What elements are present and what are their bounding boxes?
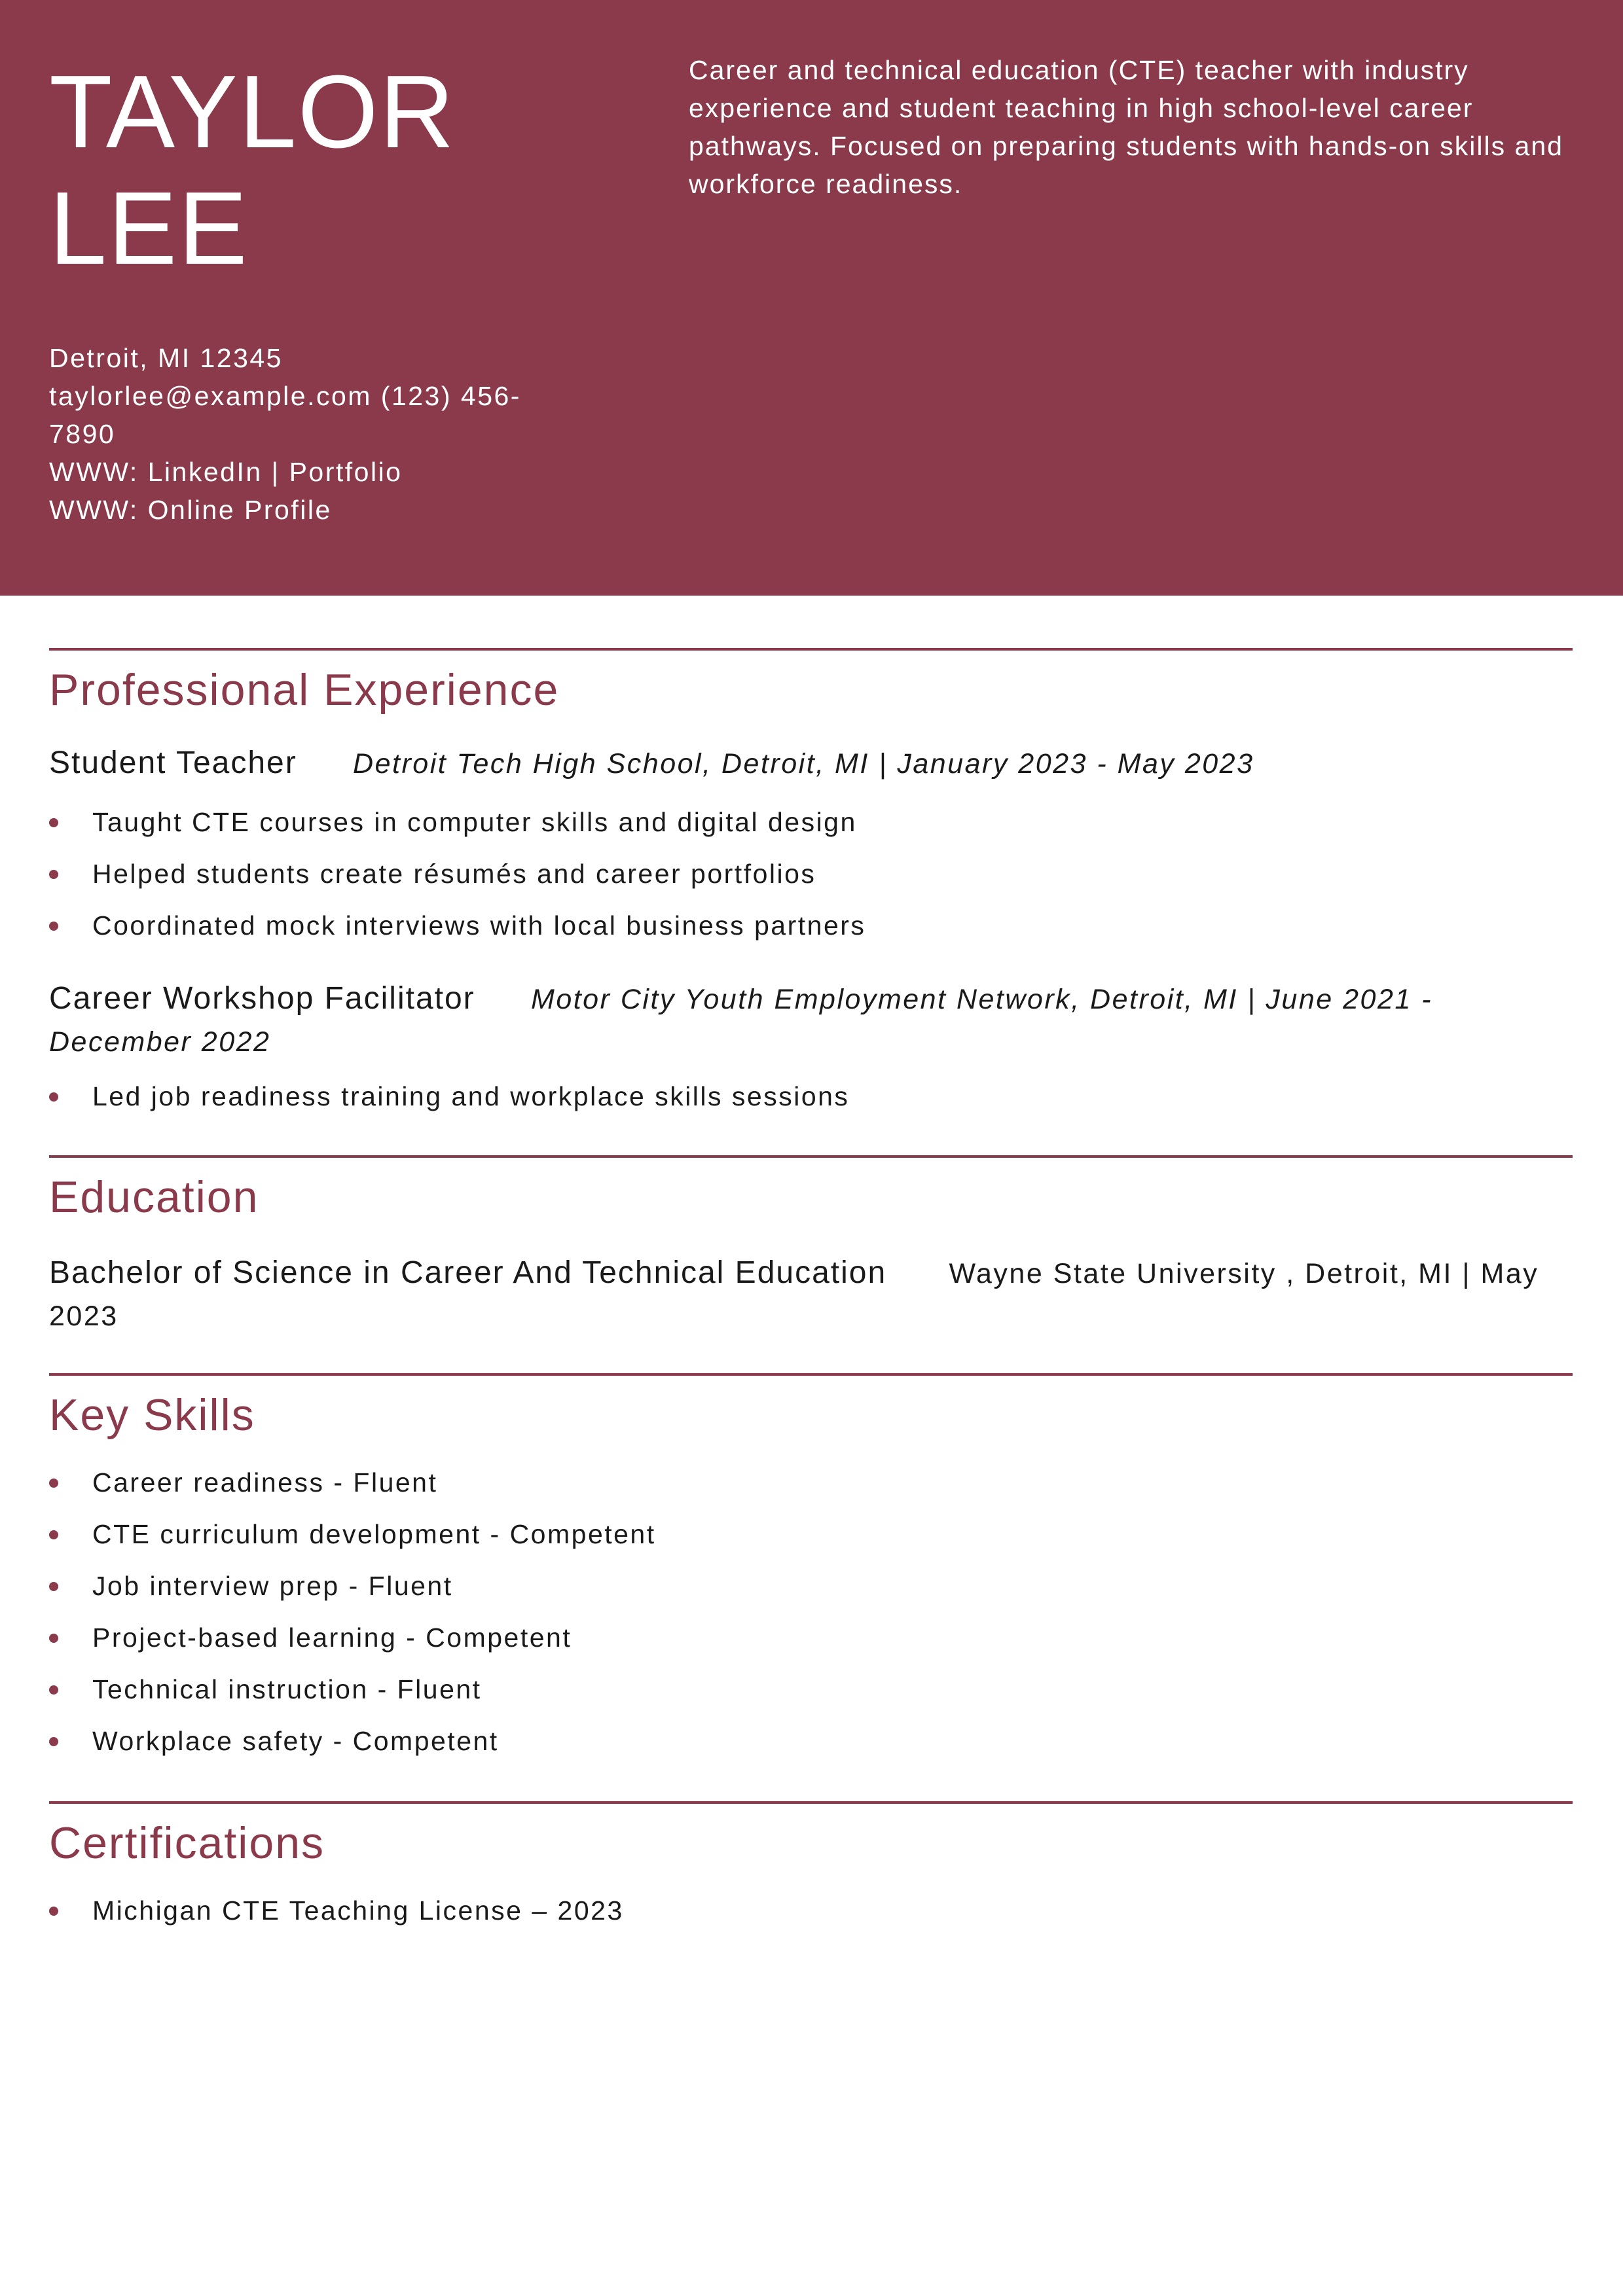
list-item: Coordinated mock interviews with local business partners (49, 900, 1573, 952)
certifications-section (49, 1801, 1573, 1937)
certifications-list (49, 1885, 1573, 1937)
profile-summary: Career and technical education (CTE) teacher with industry experience and student teaching in high school-level career pathways. Focused on preparing students with hands-on skills and workforce readiness. (689, 55, 1563, 199)
list-item: Technical instruction - Fluent (49, 1664, 1573, 1715)
skills-section (49, 1373, 1573, 1767)
list-item: Job interview prep - Fluent (49, 1560, 1573, 1612)
job-meta: Motor City Youth Employment Network, Detroit, MI | June 2021 - December 2022 (49, 984, 1433, 1058)
degree-title: Bachelor of Science in Career And Technical Education (49, 1255, 887, 1290)
section-title: Certifications (49, 1818, 325, 1868)
list-item: Workplace safety - Competent (49, 1715, 1573, 1767)
job-meta: Detroit Tech High School, Detroit, MI | January 2023 - May 2023 (353, 748, 1254, 780)
contact-www-links: WWW: LinkedIn | Portfolio (49, 457, 403, 487)
list-item: Career readiness - Fluent (49, 1457, 1573, 1509)
list-item: Taught CTE courses in computer skills and digital design (49, 797, 1573, 848)
education-entry (49, 1252, 1573, 1337)
job-header (49, 978, 1573, 1063)
experience-section (49, 648, 1573, 1122)
section-title: Key Skills (49, 1390, 255, 1440)
job-bullets (49, 797, 1573, 952)
education-section (49, 1155, 1573, 1337)
section-title: Education (49, 1172, 259, 1222)
list-item: CTE curriculum development - Competent (49, 1509, 1573, 1560)
skills-list (49, 1457, 1573, 1767)
job-header (49, 742, 1573, 785)
list-item: Michigan CTE Teaching License – 2023 (49, 1885, 1573, 1937)
job-title: Career Workshop Facilitator (49, 981, 475, 1016)
first-name: TAYLOR (49, 54, 456, 170)
resume-header (0, 0, 1623, 596)
job-title: Student Teacher (49, 745, 297, 780)
section-title: Professional Experience (49, 665, 560, 715)
contact-address: Detroit, MI 12345 (49, 343, 283, 373)
list-item: Project-based learning - Competent (49, 1612, 1573, 1664)
last-name: LEE (49, 171, 249, 286)
job-bullets (49, 1071, 1573, 1122)
education-meta: Wayne State University , Detroit, MI | May 2023 (49, 1258, 1539, 1332)
contact-email-phone: taylorlee@example.com (123) 456-7890 (49, 381, 521, 449)
contact-info (49, 339, 560, 529)
candidate-name (49, 54, 573, 287)
list-item: Led job readiness training and workplace skills sessions (49, 1071, 1573, 1122)
list-item: Helped students create résumés and career portfolios (49, 848, 1573, 900)
contact-www-profile: WWW: Online Profile (49, 495, 332, 525)
